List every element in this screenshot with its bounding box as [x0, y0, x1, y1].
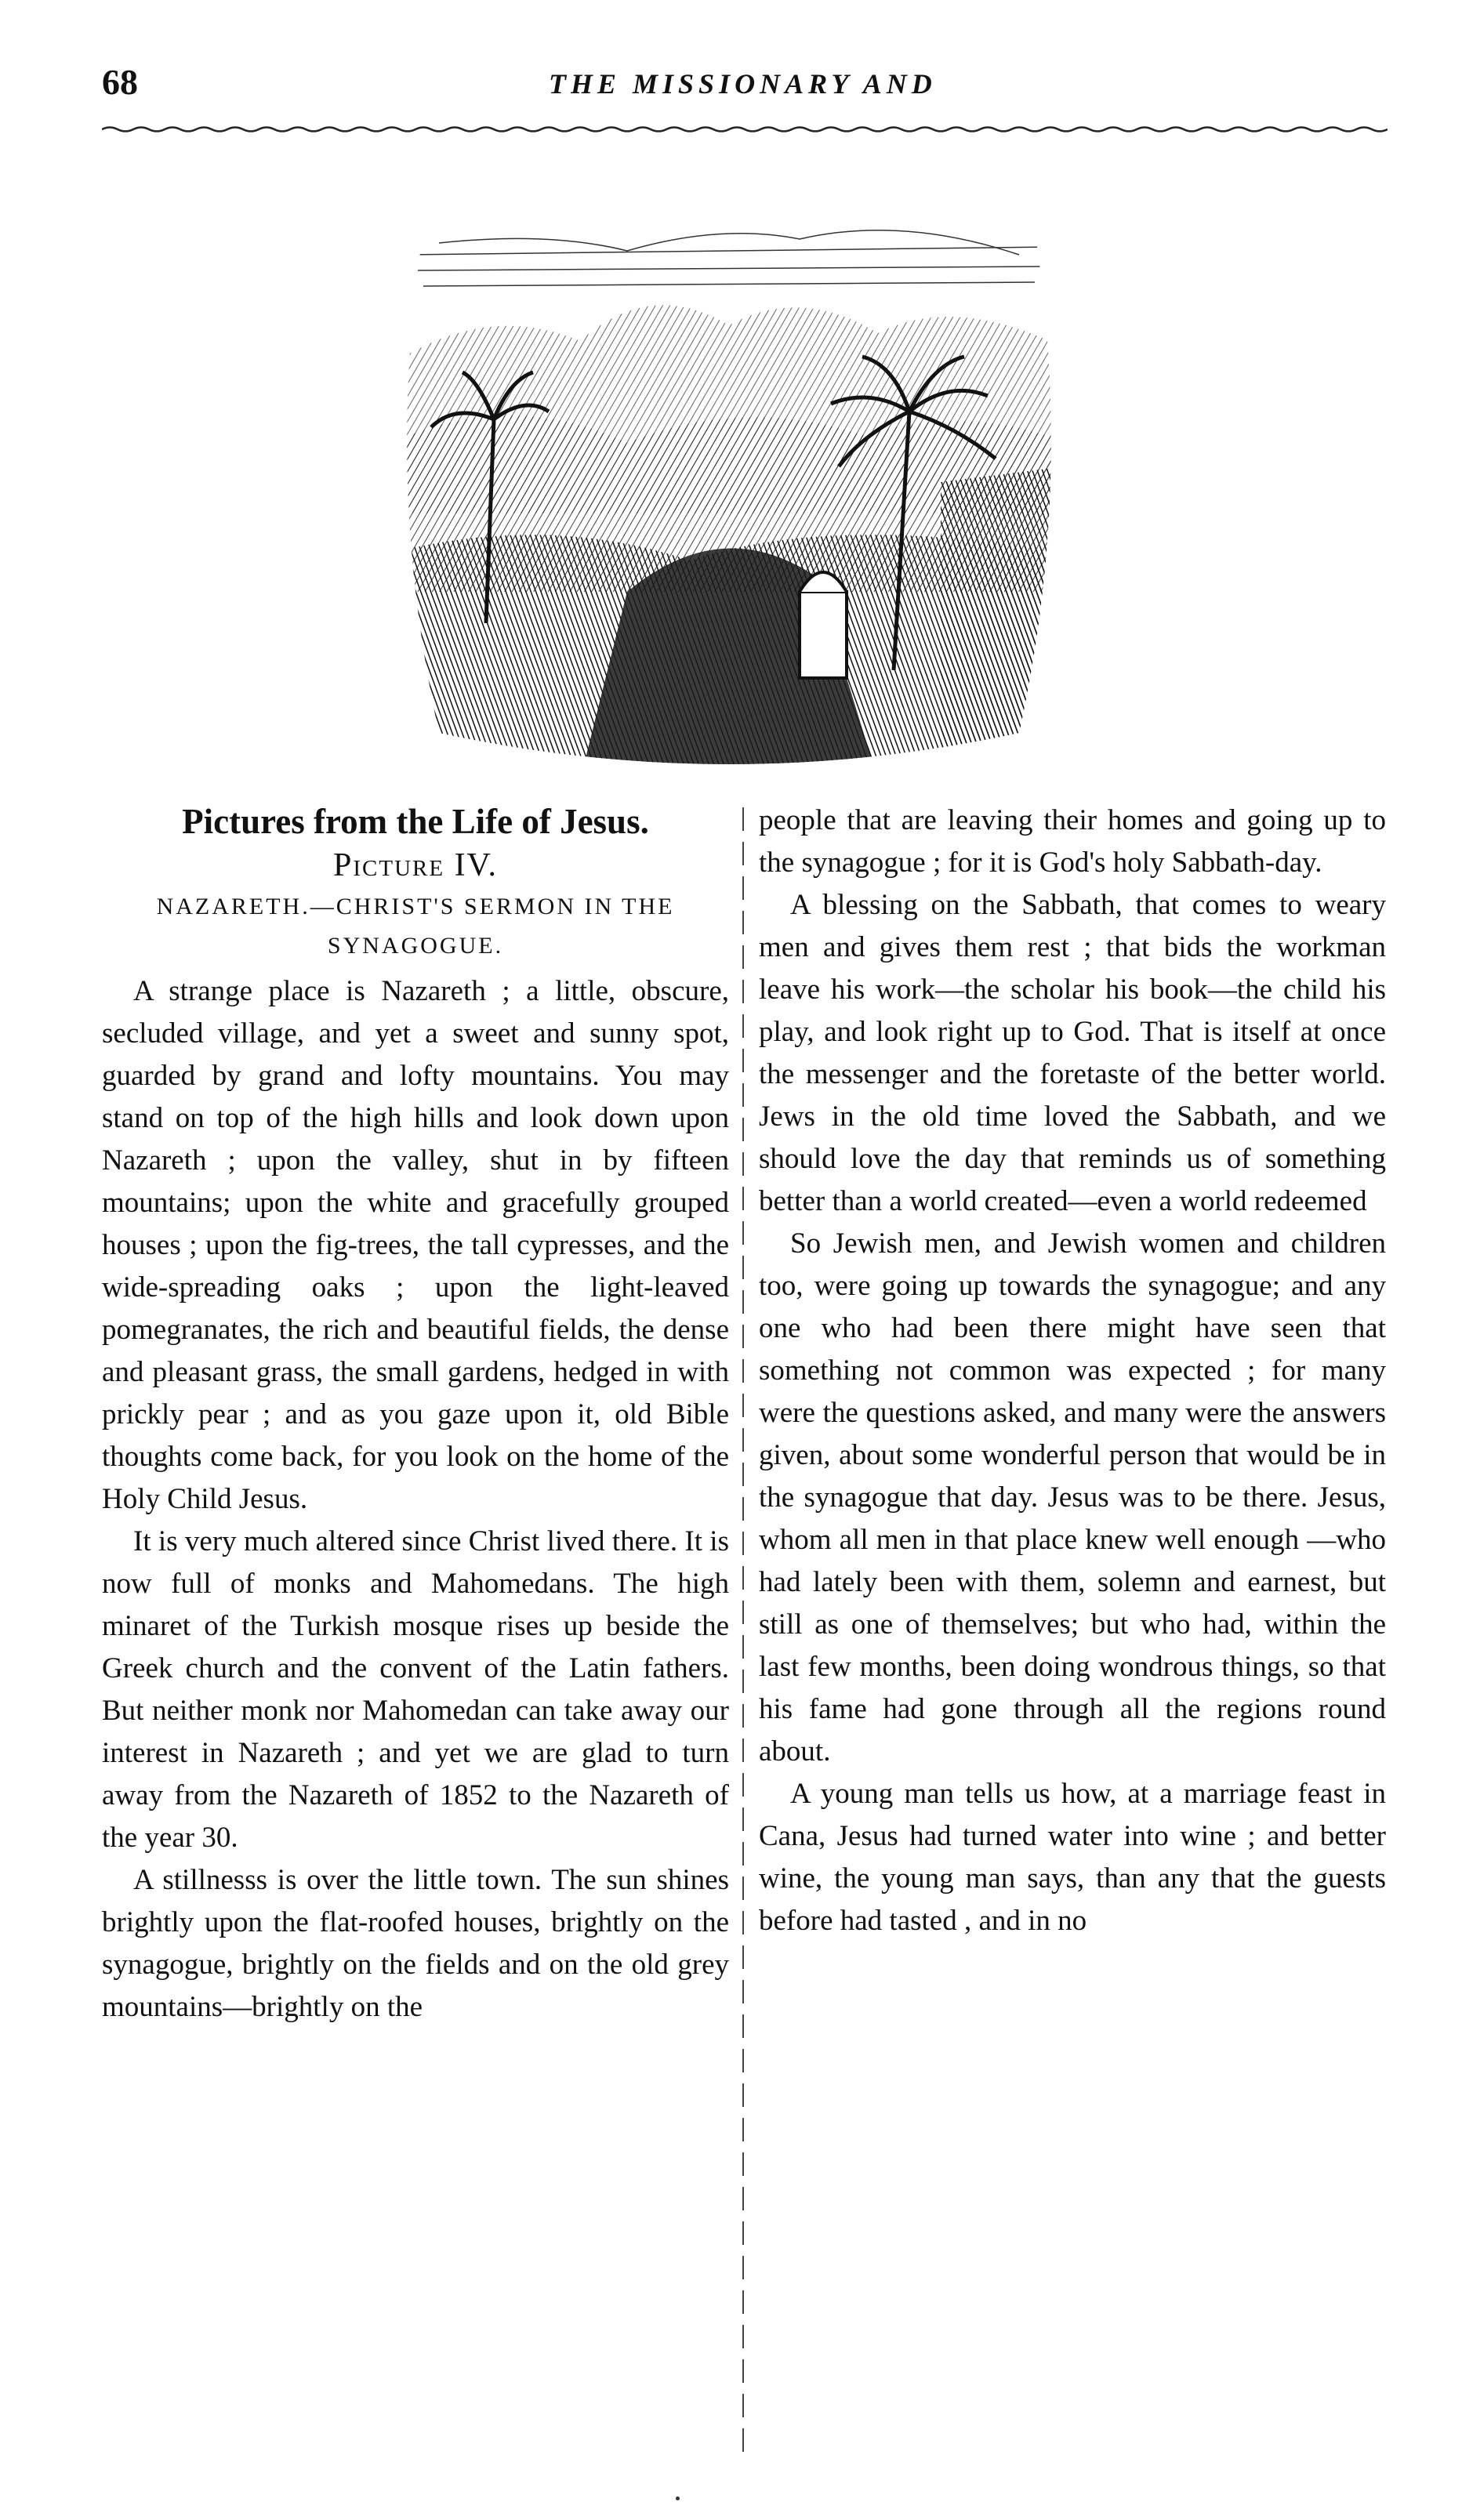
paragraph: people that are leaving their homes and going up to the synagogue ; for it is God's holy Sabbath-day.	[759, 804, 1386, 879]
column-divider	[742, 807, 745, 2461]
paragraph: A young man tells us how, at a marriage feast in Cana, Jesus had turned water into wine ; and better wine, the young man says, than any that the guests before had tasted , and in no	[759, 1778, 1386, 1937]
paragraph: So Jewish men, and Jewish women and children too, were going up towards the synagogue; and any one who had been there might have seen that something not common was expected ; for many were the questions asked, and many were the answers given, about some wonderful person that would be in the synagogue that day. Jesus was to be there. Jesus, whom all men in that place knew well enough —who had lately been with them, solemn and earnest, but still as one of themselves; but who had, within the last few months, been doing wondrous things, so that his fame had gone through all the regions round about.	[759, 1227, 1386, 1768]
page-number: 68	[102, 62, 138, 102]
running-title: THE MISSIONARY AND	[549, 68, 937, 100]
paragraph: It is very much altered since Christ lived there. It is now full of monks and Mahomedans. The high minaret of the Turkish mosque rises up beside the Greek church and the convent of the Latin fathers. But neither monk nor Mahomedan can take away our interest in Nazareth ; and yet we are glad to turn away from the Nazareth of 1852 to the Nazareth of the year 30.	[102, 1525, 729, 1854]
right-column	[759, 800, 1386, 1942]
article-title: Pictures from the Life of Jesus.	[182, 802, 649, 841]
page-header	[102, 61, 1388, 124]
paragraph: A strange place is Nazareth ; a little, obscure, secluded village, and yet a sweet and sunny spot, guarded by grand and lofty mountains. You may stand on top of the high hills and look down upon Nazareth ; upon the valley, shut in by fifteen mountains; upon the white and gracefully grouped houses ; upon the fig-trees, the tall cypresses, and the wide-spreading oaks ; upon the light-leaved pomegranates, the rich and beautiful fields, the dense and pleasant grass, the small gardens, hedged in with prickly pear ; and as you gaze upon it, old Bible thoughts come back, for you look on the home of the Holy Child Jesus.	[102, 975, 729, 1515]
nazareth-landscape-engraving	[392, 184, 1066, 780]
picture-number: Picture IV.	[333, 847, 498, 883]
page-mark	[676, 2496, 680, 2500]
left-column	[102, 800, 729, 2029]
header-wavy-rule	[102, 125, 1388, 133]
paragraph: A blessing on the Sabbath, that comes to weary men and gives them rest ; that bids the workman leave his work—the scholar his book—the child his play, and look right up to God. That is itself at once the messenger and the foretaste of the better world. Jews in the old time loved the Sabbath, and we should love the day that reminds us of something better than a world created—even a world redeemed	[759, 889, 1386, 1217]
article-subtitle: NAZARETH.—CHRIST'S SERMON IN THE SYNAGOGUE.	[156, 894, 675, 959]
paragraph: A stillnesss is over the little town. The sun shines brightly upon the flat-roofed houses, brightly on the synagogue, brightly on the fields and on the old grey mountains—brightly on the	[102, 1864, 729, 2023]
